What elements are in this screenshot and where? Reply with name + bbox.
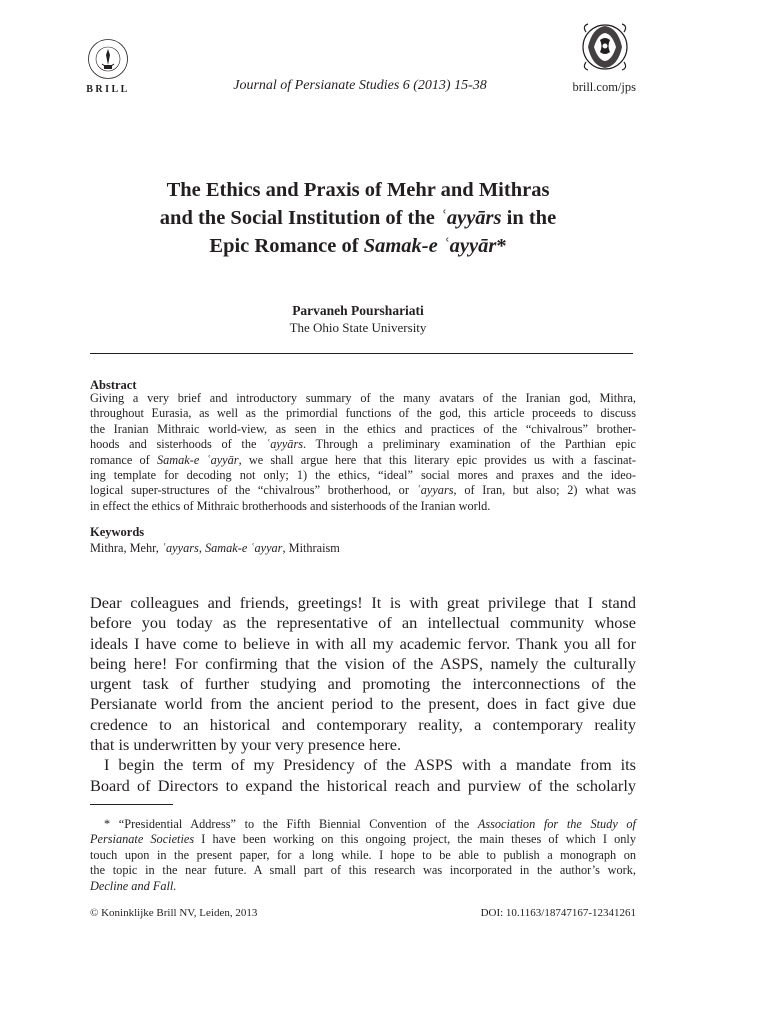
abstract-line: throughout Eurasia, as well as the primordial functions of the god, this article proceeds to discuss — [90, 406, 636, 421]
abstract-line: Giving a very brief and introductory summary of the many avatars of the Iranian god, Mithra, — [90, 391, 636, 405]
footnote-line: Decline and Fall. — [90, 878, 177, 893]
article-title — [80, 176, 636, 260]
doi-link[interactable]: DOI: 10.1163/18747167-12341261 — [480, 907, 636, 919]
abstract-line: logical super-structures of the “chivalrous” brotherhood, or ʿayyars, of Iran, but also; 2) what was — [90, 483, 636, 498]
title-line-3: Epic Romance of Samak-e ʿayyār* — [209, 235, 507, 257]
journal-emblem-icon — [578, 20, 632, 78]
title-line-1: The Ethics and Praxis of Mehr and Mithras — [166, 179, 550, 201]
brill-logo — [76, 38, 140, 98]
body-line: Dear colleagues and friends, greetings! It is with great privilege that I stand — [90, 593, 636, 612]
footnote-line: the topic in the near future. A small part of this research was incorporated in the author’s work, — [90, 863, 636, 878]
author-affiliation: The Ohio State University — [289, 320, 427, 335]
brill-seal-icon — [87, 38, 129, 80]
abstract-text — [90, 391, 636, 514]
body-line: that is underwritten by your very presence here. — [90, 735, 402, 755]
title-line-2: and the Social Institution of the ʿayyārs in the — [159, 207, 557, 229]
body-line: being here! For confirming that the vision of the ASPS, namely the culturally — [90, 653, 636, 673]
footnote-divider — [90, 804, 173, 805]
body-text — [90, 593, 636, 796]
footnote-line: Persianate Societies I have been working on this ongoing project, the main theses of which I only — [90, 832, 636, 847]
body-line: urgent task of further studying and promoting the interconnections of the — [90, 674, 636, 694]
body-line: Persianate world from the ancient period to the present, does in fact give due — [90, 694, 636, 714]
body-line: credence to an historical and contemporary reality, a contemporary reality — [90, 714, 636, 734]
abstract-line: in effect the ethics of Mithraic brotherhoods and sisterhoods of the Iranian world. — [90, 498, 491, 513]
abstract-line: ing template for decoding not only; 1) the ethics, “ideal” social mores and praxes and the ideo- — [90, 468, 636, 483]
abstract-heading: Abstract — [90, 378, 137, 392]
abstract-line: hoods and sisterhoods of the ʿayyārs. Through a preliminary examination of the Parthian epic — [90, 437, 636, 452]
author-name: Parvaneh Pourshariati — [292, 303, 424, 318]
journal-citation: Journal of Persianate Studies 6 (2013) 15-38 — [233, 78, 487, 93]
body-line: Board of Directors to expand the historical reach and purview of the scholarly — [90, 775, 636, 795]
title-divider — [90, 353, 633, 354]
keywords-heading: Keywords — [90, 525, 145, 539]
body-line: before you today as the representative of an intellectual community whose — [90, 613, 636, 633]
journal-url[interactable]: brill.com/jps — [572, 80, 636, 94]
keywords-list: Mithra, Mehr, ʿayyars, Samak-e ʿayyar, Mithraism — [90, 541, 340, 555]
abstract-line: the Iranian Mithraic world-view, as seen in the ethics and practices of the “chivalrous” brother- — [90, 421, 636, 436]
body-line: ideals I have come to believe in with all my academic fervor. Thank you all for — [90, 633, 636, 653]
publisher-name: BRILL — [86, 84, 130, 95]
copyright-notice: © Koninklijke Brill NV, Leiden, 2013 — [90, 907, 258, 919]
body-line: I begin the term of my Presidency of the ASPS with a mandate from its — [104, 755, 636, 775]
footnote — [90, 817, 636, 894]
footnote-line: touch upon in the present paper, for a long while. I hope to be able to publish a monograph on — [90, 847, 636, 862]
footnote-line: * “Presidential Address” to the Fifth Biennial Convention of the Association for the Study of — [104, 817, 636, 831]
abstract-line: romance of Samak-e ʿayyār, we shall argue here that this literary epic provides us with a fascinat- — [90, 452, 636, 467]
